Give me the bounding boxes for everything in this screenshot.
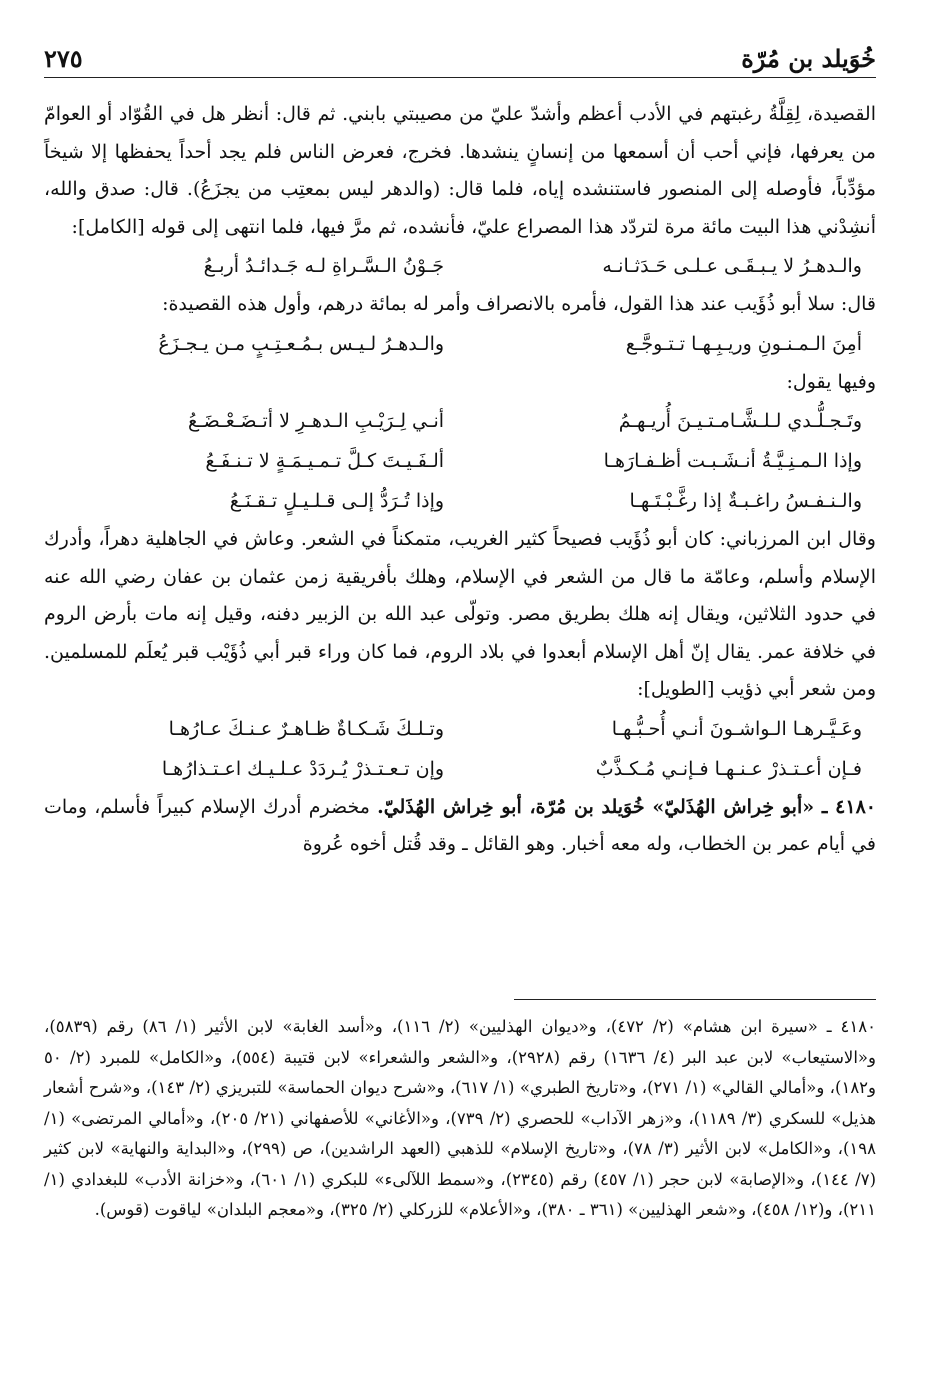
verse-line-7 xyxy=(44,749,876,789)
paragraph-3: وفيها يقول: xyxy=(786,370,876,393)
verse-3-hemistich-2: أنـي لِـرَيْـبِ الـدهـرِ لا أتـضَـعْـضَـعُ xyxy=(187,410,445,432)
main-text xyxy=(44,96,876,864)
page-header xyxy=(44,34,876,78)
verse-6-hemistich-2: وتـلـكَ شَـكـاةٌ ظـاهـرٌ عـنـكَ عـارُهـا xyxy=(168,717,445,740)
entry-heading: ٤١٨٠ ـ «أبو خِراش الهُذَليّ» خُوَيلد بن مُرّة، أبو خِراش الهُذَليّ. xyxy=(377,795,876,818)
footnote: ٤١٨٠ ـ «سيرة ابن هشام» (٢/ ٤٧٢)، و«ديوان الهذليين» (٢/ ١١٦)، و«أسد الغابة» لابن الأثير (١/ ٨٦) رقم (٥٨٣٩)، و«الاستيعاب» لابن عبد البر (٤/ ١٦٣٦) رقم (٢٩٢٨)، و«الشعر والشعراء» لابن قتيبة (٥٥٤)، و«الكامل» للمبرد (٢/ ٥٠ و١٨٢)، و«أمالي القالي» (١/ ٢٧١)، و«تاريخ الطبري» (١/ ٦١٧)، و«شرح ديوان الحماسة» للتبريزي (٢/ ١٤٣)، و«شرح أشعار هذيل» للسكري (٣/ ١١٨٩)، و«زهر الآداب» للحصري (٢/ ٧٣٩)، و«الأغاني» للأصفهاني (٢١/ ٢٠٥)، و«أمالي المرتضى» (١/ ١٩٨)، و«الكامل» لابن الأثير (٣/ ٧٨)، و«تاريخ الإسلام» للذهبي (العهد الراشدين)، ص (٢٩٩)، و«البداية والنهاية» لابن كثير (٧/ ١٤٤)، و«الإصابة» لابن حجر (١/ ٤٥٧) رقم (٢٣٤٥)، و«سمط اللآلىء» للبكري (١/ ٦٠١)، و«خزانة الأدب» للبغدادي (١/ ٢١١)، و(١٢/ ٤٥٨)، و«شعر الهذليين» (٣٦١ ـ ٣٨٠)، و«الأعلام» للزركلي (٢/ ٣٢٥)، و«معجم البلدان» لياقوت (قوس). xyxy=(44,1017,877,1219)
verse-line-2 xyxy=(44,324,876,364)
verse-1-hemistich-2: جَـوْنُ الـسَّـراةِ لـه جَـدائـدُ أربـعُ xyxy=(203,255,445,277)
entry-text: مخضرم أدرك الإسلام كبيراً فأسلم، ومات في أيام عمر بن الخطاب، وله معه أخبار. وهو القائل ـ وقد قُتل أخوه عُروة xyxy=(44,795,876,855)
paragraph-4: وقال ابن المرزباني: كان أبو ذُؤَيب فصيحاً كثير الغريب، متمكناً في الشعر. وعاش في الجاهلية دهراً، وأدرك الإسلام وأسلم، وعامّة ما قال من الشعر في الإسلام، وهلك بأفريقية زمن عثمان بن عفان رضي الله عنه في حدود الثلاثين، ويقال إنه هلك بطريق مصر. وتولّى عبد الله بن الزبير دفنه، وقيل إنه مات بأرض الروم في خلافة عمر. يقال إنّ أهل الإسلام أبعدوا في بلاد الروم، فما كان وراء قبر أبي ذُؤَيْب قبر يُعلَم للمسلمين. ومن شعر أبي ذؤيب [الطويل]: xyxy=(44,528,876,700)
verse-6-hemistich-1: وعَـيَّـرهـا الـواشـونَ أنـي أُحـبُّـهـا xyxy=(611,717,862,740)
verse-4-hemistich-1: وإذا الـمـنِـيَّـةُ أنـشَـبـت أظـفـارَهـا xyxy=(603,450,862,472)
verse-4-hemistich-2: ألـفَـيـتَ كـلَّ تـمـيـمَـةٍ لا تـنـفَـعُ xyxy=(205,450,445,472)
verse-5-hemistich-2: وإذا تُـرَدُّ إلـى قـلـيـلٍ تـقـنَـعُ xyxy=(229,490,445,512)
verse-7-hemistich-1: فـإن أعـتـذرْ عـنـهـا فـإنـي مُـكـذَّبٌ xyxy=(595,757,862,780)
paragraph-1: القصيدة، لِقِلَّةُ رغبتهم في الأدب أعظم وأشدّ عليّ من مصيبتي بابني. ثم قال: أنظر هل في القُوّاد أو العوامّ من يعرفها، فإني أحب أن أسمعها من إنسانٍ ينشدها. فخرج، فعرض الناس فلم يجد أحداً يحفظها إلا شيخاً مؤدِّباً، فأوصله إلى المنصور فاستنشده إياه، فلما قال: (والدهر ليس بمعتِب من يجزَعُ). قال: صدق والله، أنشِدْني هذا البيت مائة مرة لتردّد هذا المصراع عليّ، فأنشده، ثم مرَّ فيها، فلما انتهى إلى قوله [الكامل]: xyxy=(44,103,876,238)
verse-line-5 xyxy=(44,481,876,521)
verse-3-hemistich-1: وتَـجـلُّـدي لـلـشَّـامـتـيـنَ أُريـهـمُ xyxy=(618,410,862,432)
verse-5-hemistich-1: والـنـفـسُ راغـبـةٌ إذا رغَّـبْـتَـهـا xyxy=(629,490,862,512)
paragraph-2: قال: سلا أبو ذُؤَيب عند هذا القول، فأمره بالانصراف وأمر له بمائة درهم، وأول هذه القصيدة: xyxy=(162,293,876,315)
entry-4180 xyxy=(44,789,876,864)
verse-2-hemistich-2: والـدهـرُ لـيـس بـمُـعـتِـبٍ مـن يـجـزَعُ xyxy=(158,332,445,355)
footnote-separator xyxy=(514,999,876,1000)
verse-line-1 xyxy=(44,246,876,286)
verse-line-3 xyxy=(44,401,876,441)
verse-line-6 xyxy=(44,709,876,749)
verse-7-hemistich-2: وإن تـعـتـذرْ يُـردَدْ عـلـيـك اعـتـذارُهـا xyxy=(161,757,445,780)
verse-line-4 xyxy=(44,441,876,481)
verse-1-hemistich-1: والـدهـرُ لا يـبـقَـى عـلـى حَـدَثـانـه xyxy=(602,255,862,277)
page-number: ٢٧٥ xyxy=(44,44,83,73)
running-title: خُوَيلد بن مُرّة xyxy=(741,44,876,73)
verse-2-hemistich-1: أمِنَ الـمـنـونِ وريـبِـهـا تـتـوجَّـع xyxy=(625,332,862,355)
